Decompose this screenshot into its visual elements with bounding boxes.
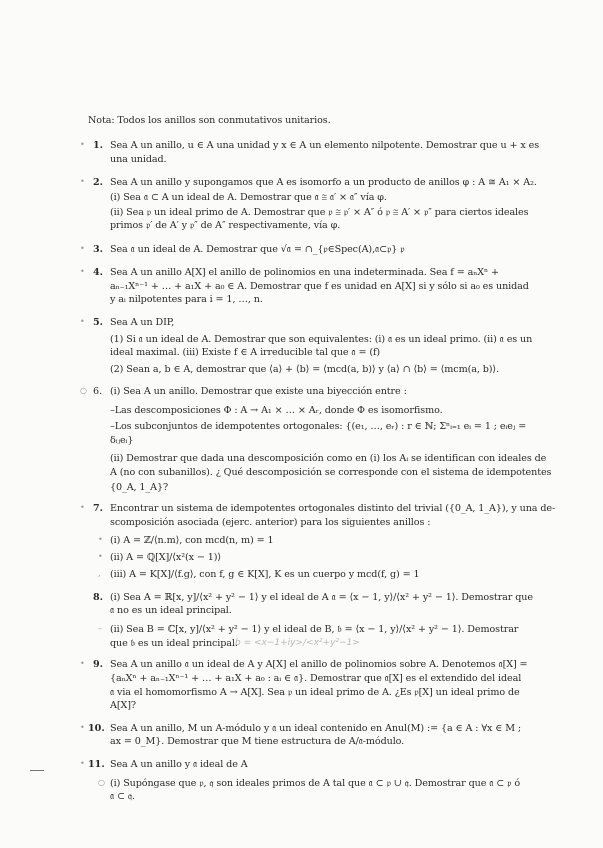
exercise-number: 7. [93, 503, 104, 514]
exercise-line: Sea A un anillo 𝔞 un ideal de A y A[X] el anillo de polinomios sobre A. Denotemos 𝔞[X] = [110, 659, 528, 670]
exercise-line: Sea A un anillo A[X] el anillo de polinomios en una indeterminada. Sea f = aₙXⁿ + [110, 267, 499, 278]
exercise-line: δᵢⱼeᵢ} [110, 435, 134, 446]
bullet-mark: • [98, 552, 103, 561]
exercise-number: 3. [93, 244, 104, 255]
bullet-mark: • [80, 244, 85, 253]
exercise-number: 6. [93, 386, 103, 397]
bullet-mark: • [80, 317, 85, 326]
bullet-mark: • [80, 503, 85, 512]
exercise-line: 𝔞 no es un ideal principal. [110, 605, 232, 616]
bullet-mark: • [80, 759, 85, 768]
exercise-line: Sea A un anillo, u ∈ A una unidad y x ∈ A un elemento nilpotente. Demostrar que u + x es [110, 140, 540, 151]
bullet-mark: • [80, 267, 85, 276]
exercise-line: Sea A un DIP, [110, 317, 175, 328]
bullet-mark: • [80, 723, 85, 732]
exercise-line: scomposición asociada (ejerc. anterior) para los siguientes anillos : [110, 517, 431, 528]
bullet-mark: • [80, 659, 85, 668]
exercise-line: primos 𝔭′ de A′ y 𝔭″ de A″ respectivamente, vía φ. [110, 220, 341, 231]
exercise-line: (i) Sea 𝔞 ⊂ A un ideal de A. Demostrar que 𝔞 ≅ 𝔞′ × 𝔞″ vía φ. [110, 192, 387, 203]
exercise-line: aₙ₋₁Xⁿ⁻¹ + … + a₁X + a₀ ∈ A. Demostrar que f es unidad en A[X] si y sólo si a₀ es unidad [110, 281, 529, 292]
exercise-line: Sea A un anillo y 𝔞 ideal de A [110, 759, 248, 770]
exercise-line: una unidad. [110, 154, 167, 165]
bullet-mark: • [80, 140, 85, 149]
exercise-line: (ii) Demostrar que dada una descomposición como en (i) los Aᵢ se identifican con ideales de [110, 453, 547, 464]
exercise-line: (i) Supóngase que 𝔭, 𝔮 son ideales primos de A tal que 𝔞 ⊂ 𝔭 ∪ 𝔮. Demostrar que 𝔞 ⊂ 𝔭 ó [110, 778, 521, 789]
note: Nota: Todos los anillos son conmutativos unitarios. [88, 115, 331, 126]
exercise-line: (2) Sean a, b ∈ A, demostrar que ⟨a⟩ + ⟨b⟩ = ⟨mcd(a, b)⟩ y ⟨a⟩ ∩ ⟨b⟩ = ⟨mcm(a, b)⟩. [110, 364, 500, 375]
pen-mark [30, 770, 44, 771]
exercise-line: Sea 𝔞 un ideal de A. Demostrar que √𝔞 = ∩_{𝔭∈Spec(A),𝔞⊂𝔭} 𝔭 [110, 244, 405, 255]
exercise-line: {aₙXⁿ + aₙ₋₁Xⁿ⁻¹ + … + a₁X + a₀ : aᵢ ∈ 𝔞}. Demostrar que 𝔞[X] es el extendido del ideal [110, 673, 522, 684]
exercise-number: 9. [93, 659, 104, 670]
exercise-line: (ii) A = ℚ[X]/⟨x²(x − 1)⟩ [110, 552, 222, 563]
handwritten-note: b = <x−1+iy>/<x²+y²−1> [235, 638, 360, 648]
bullet-mark: • [80, 177, 85, 186]
exercise-number: 2. [93, 177, 104, 188]
exercise-line: A (no con subanillos). ¿ Qué descomposición se corresponde con el sistema de idempotentes [110, 467, 552, 478]
exercise-number: 5. [93, 317, 104, 328]
exercise-line: ax = 0_M}. Demostrar que M tiene estructura de A/𝔞-módulo. [110, 736, 405, 747]
exercise-line: –Las descomposiciones Φ : A → A₁ × … × Aᵣ, donde Φ es isomorfismo. [110, 405, 443, 416]
exercise-line: Sea A un anillo, M un A-módulo y 𝔞 un ideal contenido en Anul(M) := {a ∈ A : ∀x ∈ M ; [110, 723, 522, 734]
exercise-number: 4. [93, 267, 104, 278]
exercise-line: (i) Sea A un anillo. Demostrar que existe una biyección entre : [110, 386, 407, 397]
bullet-mark: , [98, 569, 101, 578]
exercise-line: que 𝔟 es un ideal principal. [110, 638, 238, 649]
exercise-line: (i) Sea A = ℝ[x, y]/⟨x² + y² − 1⟩ y el ideal de A 𝔞 = ⟨x − 1, y⟩/⟨x² + y² − 1⟩. Demostrar que [110, 592, 533, 603]
exercise-line: (iii) A = K[X]/⟨f.g⟩, con f, g ∈ K[X], K es un cuerpo y mcd(f, g) = 1 [110, 569, 420, 580]
exercise-number: 11. [88, 759, 105, 770]
exercise-line: (ii) Sea 𝔭 un ideal primo de A. Demostrar que 𝔭 ≅ 𝔭′ × A″ ó 𝔭 ≅ A′ × 𝔭″ para ciertos ideales [110, 207, 529, 218]
exercise-line: 𝔞 ⊂ 𝔮. [110, 791, 135, 802]
exercise-number: 10. [88, 723, 105, 734]
exercise-line: (ii) Sea B = ℂ[x, y]/⟨x² + y² − 1⟩ y el ideal de B, 𝔟 = ⟨x − 1, y⟩/⟨x² + y² − 1⟩. Demostrar [110, 624, 519, 635]
bullet-mark: ○ [98, 778, 105, 787]
exercise-line: y aᵢ nilpotentes para i = 1, …, n. [110, 294, 263, 305]
exercise-line: Sea A un anillo y supongamos que A es isomorfo a un producto de anillos φ : A ≅ A₁ × A₂. [110, 177, 537, 188]
exercise-line: –Los subconjuntos de idempotentes ortogonales: {(e₁, …, eᵣ) : r ∈ ℕ; Σⁿᵢ₌₁ eᵢ = 1 ; eᵢeⱼ = [110, 421, 527, 432]
bullet-mark: – [98, 624, 102, 633]
bullet-mark: ○ [80, 386, 87, 395]
bullet-mark: • [98, 535, 103, 544]
exercise-line: (i) A = ℤ/⟨n.m⟩, con mcd(n, m) = 1 [110, 535, 274, 546]
exercise-line: Encontrar un sistema de idempotentes ortogonales distinto del trivial ({0_A, 1_A}), y una de- [110, 503, 556, 514]
exercise-line: 𝔞 via el homomorfismo A → A[X]. Sea 𝔭 un ideal primo de A. ¿Es 𝔭[X] un ideal primo de [110, 687, 520, 698]
exercise-line: ideal maximal. (iii) Existe f ∈ A irreducible tal que 𝔞 = (f) [110, 347, 381, 358]
exercise-number: 8. [93, 592, 104, 603]
exercise-line: (1) Si 𝔞 un ideal de A. Demostrar que son equivalentes: (i) 𝔞 es un ideal primo. (ii) 𝔞 es un [110, 334, 533, 345]
exercise-number: 1. [93, 140, 104, 151]
exercise-line: A[X]? [110, 700, 136, 711]
exercise-line: {0_A, 1_A}? [110, 482, 169, 493]
